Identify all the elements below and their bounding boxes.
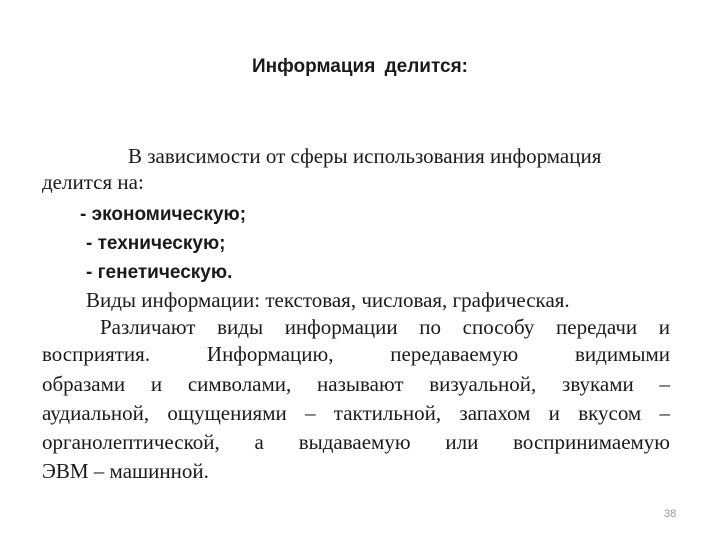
paragraph-line-2: восприятия. Информацию, передаваемую видимыми	[42, 342, 670, 366]
paragraph-line-1: Различают виды информации по способу передачи и	[100, 315, 670, 339]
paragraph-line-3: образами и символами, называют визуальной, звуками –	[42, 372, 670, 396]
paragraph-line-6: ЭВМ – машинной.	[42, 459, 209, 483]
paragraph-line-5: органолептической, а выдаваемую или воспринимаемую	[42, 430, 670, 454]
list-item-economic: - экономическую;	[80, 204, 247, 225]
intro-line-2: делится на:	[42, 170, 144, 194]
intro-line-1: В зависимости от сферы использования информация	[128, 144, 602, 168]
slide-title: Информация делится:	[252, 56, 468, 77]
list-item-genetic: - генетическую.	[86, 262, 233, 283]
list-item-technical: - техническую;	[86, 233, 226, 254]
page-number: 38	[664, 508, 677, 520]
types-line: Виды информации: текстовая, числовая, графическая.	[86, 288, 570, 312]
paragraph-line-4: аудиальной, ощущениями – тактильной, запахом и вкусом –	[42, 401, 670, 425]
